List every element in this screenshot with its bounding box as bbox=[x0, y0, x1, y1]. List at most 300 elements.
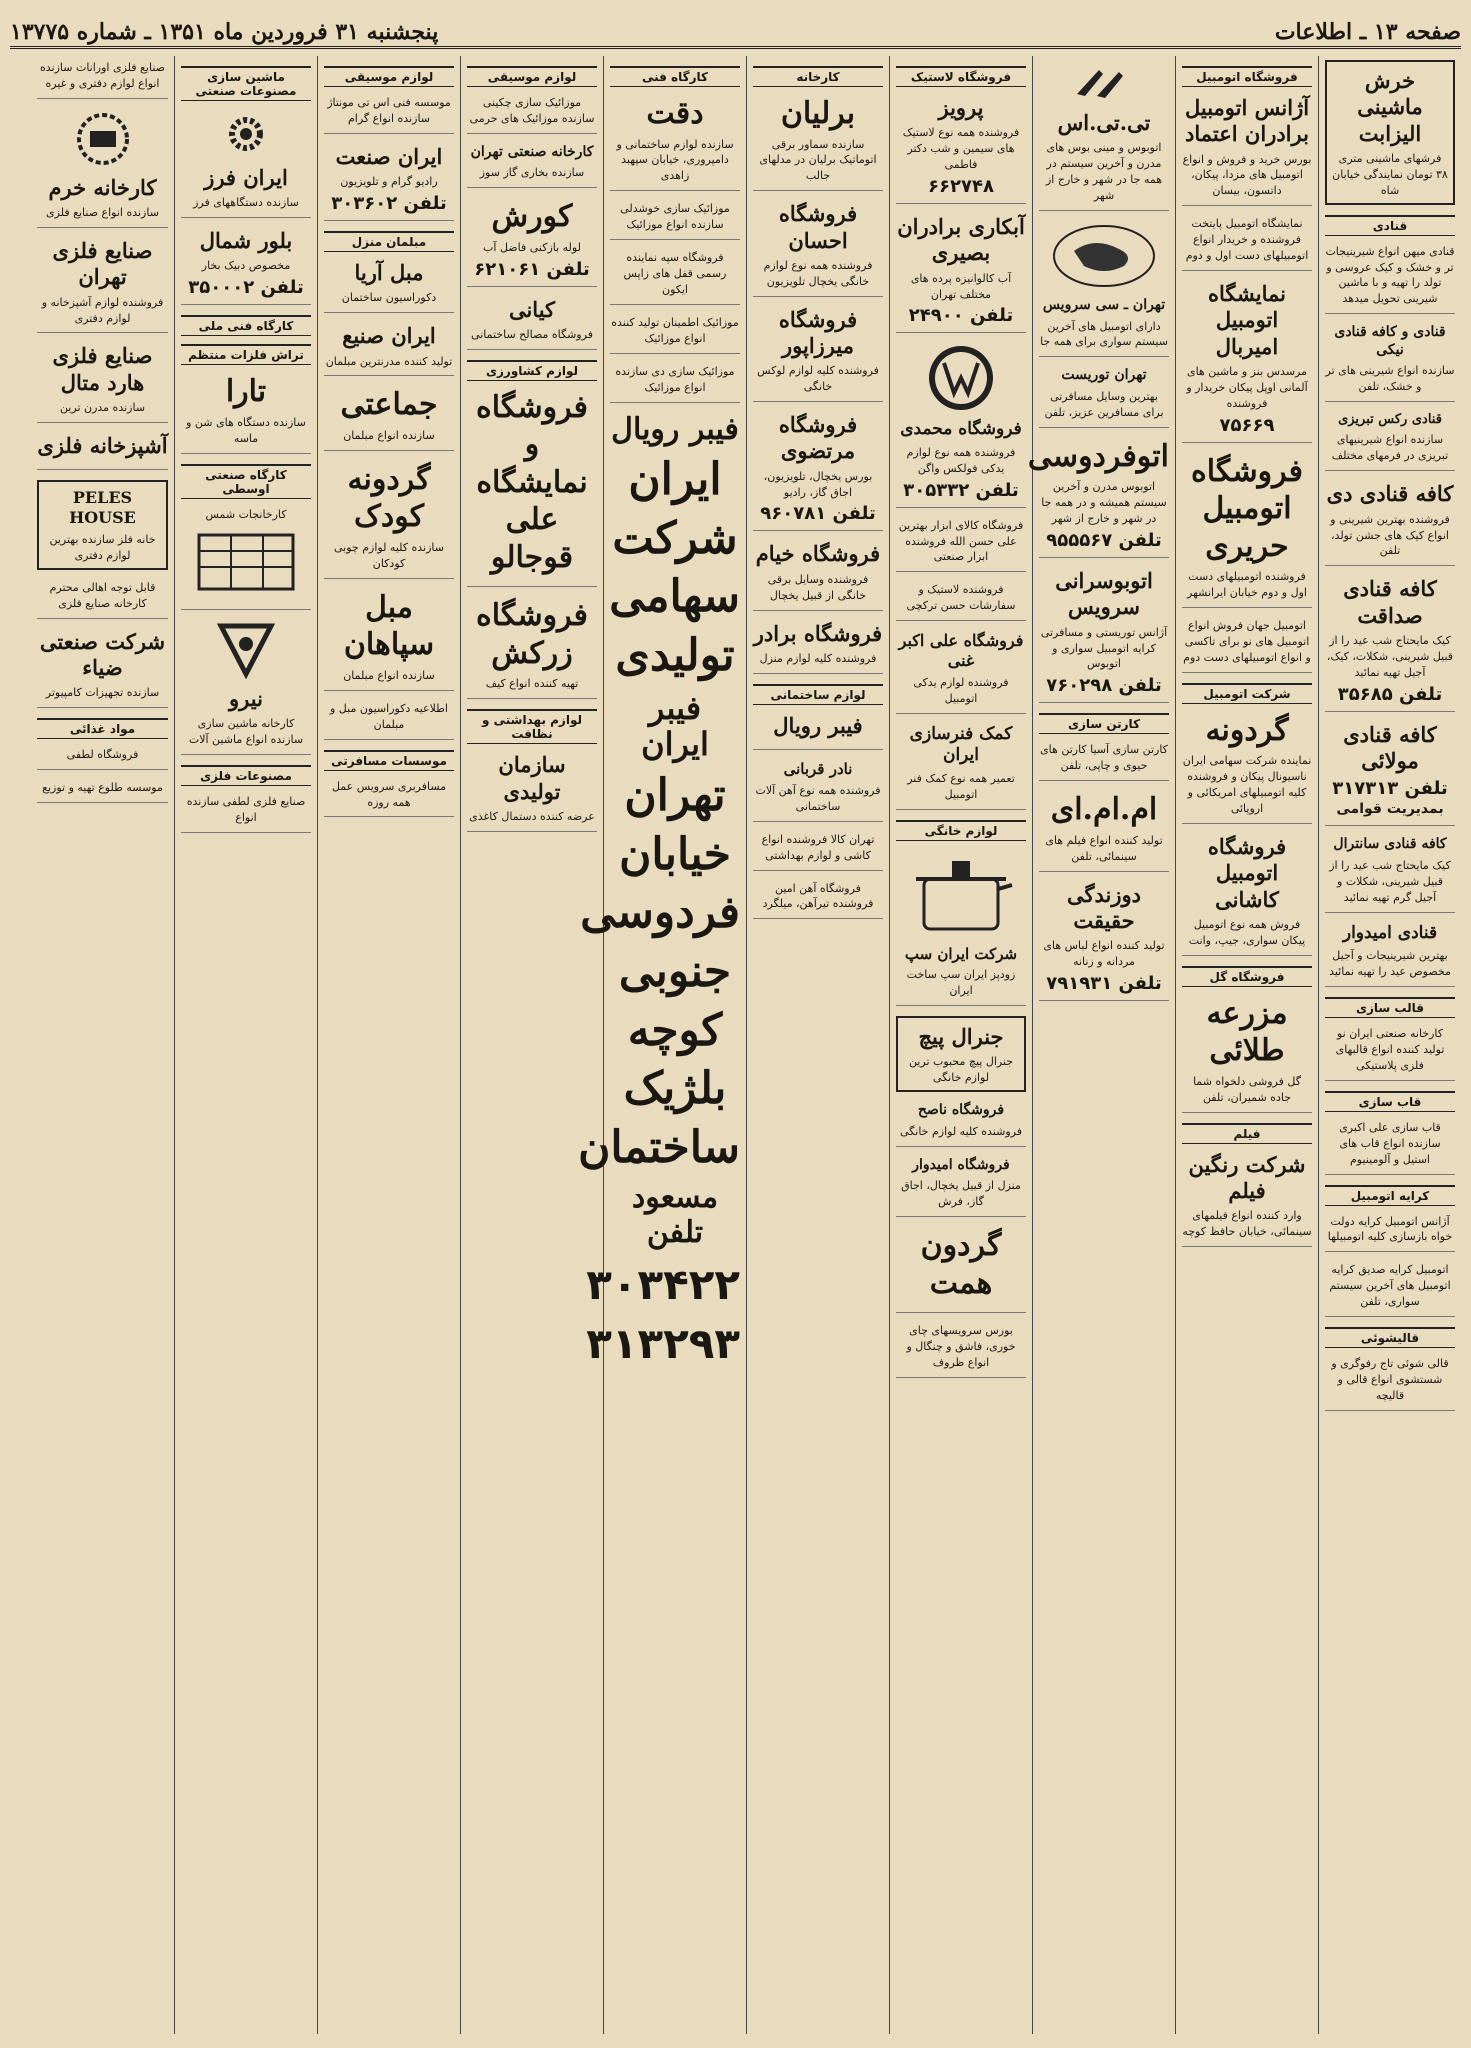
ad-name: اتوفردوسی bbox=[1027, 438, 1169, 474]
ad-text: مسافربری سرویس عمل همه روزه bbox=[331, 779, 447, 809]
ad-name: جماعتی bbox=[340, 387, 438, 423]
ad-ehsan bbox=[753, 201, 883, 296]
ad-text: تولید کننده انواع لباس های مردانه و زنانه bbox=[1043, 939, 1165, 969]
volkswagen-logo-icon bbox=[926, 343, 996, 413]
ad-text: فروشگاه آهن امین فروشنده تیرآهن، میلگرد bbox=[762, 881, 874, 911]
ad-zia bbox=[37, 629, 168, 708]
category-heading: لوازم کشاورزی bbox=[467, 360, 597, 381]
big-ad-line: تولیدی bbox=[615, 630, 735, 682]
ad-name: فروشگاه زرکش bbox=[476, 598, 588, 671]
ad-name: ایران صنیع bbox=[342, 323, 436, 349]
category-heading: مبلمان منزل bbox=[324, 231, 454, 252]
ad-name: کارخانه خرم bbox=[48, 174, 157, 200]
category-heading: ماشین سازی مصنوعات صنعتی bbox=[181, 66, 311, 101]
ad-name: کافه قنادی مولائی bbox=[1343, 721, 1437, 773]
ad-name: سازمان تولیدی bbox=[498, 752, 566, 804]
map-logo-icon bbox=[1049, 221, 1159, 291]
big-ad-phone: ۳۰۳۴۲۲ bbox=[586, 1260, 740, 1310]
ad-chekini bbox=[467, 95, 597, 134]
ad-text: سازنده بخاری گاز سوز bbox=[479, 166, 585, 180]
ad-carpet-wash bbox=[1325, 1356, 1455, 1411]
ad-name: فروشگاه امیدوار bbox=[912, 1156, 1010, 1173]
ad-name: PELES HOUSE bbox=[69, 488, 136, 528]
ad-autobus-service bbox=[1039, 568, 1169, 703]
ad-text: فروشگاه لطفی bbox=[66, 748, 139, 762]
ad-etminan bbox=[610, 315, 740, 354]
ad-name: ایران فرز bbox=[204, 165, 288, 190]
ad-name: مبل آریا bbox=[354, 260, 424, 286]
ad-phone: تلفن ۳۰۵۳۳۲ bbox=[903, 479, 1019, 501]
ad-text: قنادی میهن انواع شیرینیجات تر و خشک و کیک عروسی و تولد را تهیه و با ماشین شیرینی تحویل میدهد bbox=[1325, 244, 1455, 306]
ad-tts bbox=[1039, 64, 1169, 211]
ad-text: سازنده لوازم ساختمانی و دامپروری، خیابان سپهبد زاهدی bbox=[616, 137, 734, 183]
big-ad-line: بلژیک bbox=[623, 1063, 727, 1115]
ad-name: پرویز bbox=[938, 95, 984, 120]
ad-rex bbox=[1325, 412, 1455, 471]
ad-text: تعمیر همه نوع کمک فنر اتومبیل bbox=[907, 771, 1015, 801]
ad-st-montage bbox=[324, 95, 454, 134]
ad-text: اطلاعیه دکوراسیون مبل و مبلمان bbox=[330, 701, 448, 731]
ad-name: فروشگاه ناصح bbox=[917, 1102, 1005, 1119]
ad-text: اتومبیل جهان فروش انواع اتومبیل های نو برای تاکسی و انواع اتومبیلهای دست دوم bbox=[1183, 619, 1311, 664]
ad-amin-steel bbox=[753, 881, 883, 920]
ad-text: نمایشگاه اتومبیل پایتخت فروشنده و خریدار انواع اتومبیلهای دست اول و دوم bbox=[1185, 217, 1309, 263]
ad-name: فروشگاه اتومبیل حریری bbox=[1191, 453, 1303, 564]
ad-text: سازنده انواع مبلمان bbox=[343, 668, 435, 682]
category-heading: فیلم bbox=[1182, 1123, 1312, 1144]
column-7 bbox=[460, 56, 603, 2034]
ad-iran-sap bbox=[896, 849, 1026, 1007]
ad-name: مزرعه طلائی bbox=[1206, 995, 1288, 1069]
ad-khorram bbox=[37, 109, 168, 228]
ad-talaei-farm bbox=[1182, 995, 1312, 1113]
refrigerator-display-icon bbox=[191, 527, 301, 597]
category-heading: کارگاه فنی bbox=[610, 66, 740, 87]
category-heading: کرایه اتومبیل bbox=[1325, 1185, 1455, 1206]
category-heading: قالب سازی bbox=[1325, 997, 1455, 1018]
ad-name: فروشگاه میرزاپور bbox=[778, 306, 858, 358]
ad-elizabeth-carpet bbox=[1325, 60, 1455, 205]
ad-name: گردون همت bbox=[920, 1228, 1002, 1301]
ad-name: نمایشگاه اتومبیل امیربال bbox=[1208, 281, 1286, 359]
ad-travel-service bbox=[324, 779, 454, 818]
gear-logo-icon bbox=[201, 109, 291, 159]
ad-tire-order bbox=[896, 582, 1026, 621]
ad-text: خانه فلز سازنده بهترین لوازم دفتری bbox=[49, 533, 156, 563]
ad-text: موزائیک اطمینان تولید کننده انواع موزائیک bbox=[611, 316, 739, 345]
big-ad-line: سهامی bbox=[609, 571, 740, 623]
category-heading: قالیشوئی bbox=[1325, 1327, 1455, 1348]
issue-date: پنجشنبه ۳۱ فروردین ماه ۱۳۵۱ ـ شماره ۱۳۷۷۵ bbox=[10, 19, 439, 45]
ad-sedaghat bbox=[1325, 576, 1455, 711]
ad-name: صنایع فلزی تهران bbox=[52, 238, 153, 290]
ad-amirbal bbox=[1182, 281, 1312, 443]
ad-manager: بمدیریت قوامی bbox=[1336, 801, 1444, 818]
category-heading: موسسات مسافرتی bbox=[324, 750, 454, 771]
category-heading: لوازم ساختمانی bbox=[753, 684, 883, 705]
category-heading: کارگاه صنعتی اوسطی bbox=[181, 464, 311, 499]
ad-sepahan bbox=[324, 589, 454, 691]
ad-name: دوزندگی حقیقت bbox=[1066, 881, 1141, 933]
ad-omidvar-pastry bbox=[1325, 923, 1455, 987]
ad-text: اتوبوس و مینی بوس های مدرن و آخرین سیستم در همه جا در شهر و خارج از شهر bbox=[1046, 141, 1162, 203]
ad-name: فروشگاه احسان bbox=[778, 201, 858, 253]
ad-name: فروشگاه مرتضوی bbox=[778, 412, 858, 464]
ad-text: آژانس توریستی و مسافرتی کرایه اتومبیل سواری و اتوبوس bbox=[1040, 625, 1168, 671]
ad-jamaati bbox=[324, 386, 454, 450]
big-ad-line: خیابان bbox=[619, 828, 731, 880]
ad-text: فروشنده همه نوع آهن آلات ساختمانی bbox=[755, 783, 881, 813]
ad-text: قالی شوئی تاج رفوگری و شستشوی انواع قالی و قالیچه bbox=[1331, 1357, 1449, 1403]
ad-name: تهران توریست bbox=[1061, 367, 1147, 384]
ad-name: تی.تی.اس bbox=[1057, 110, 1151, 135]
ad-mihan bbox=[1325, 244, 1455, 315]
ad-iran-no bbox=[1325, 1026, 1455, 1081]
ad-iran-sanat bbox=[324, 144, 454, 221]
ad-name: جنرال پیچ bbox=[918, 1024, 1004, 1050]
ad-etemad bbox=[1182, 95, 1312, 206]
ad-text: بهترین شیرینیجات و آجیل مخصوص عید را تهیه نمائید bbox=[1329, 949, 1451, 978]
ad-text: بهترین وسایل مسافرتی برای مسافرین عزیز، تلفن bbox=[1044, 389, 1164, 419]
ad-tehran-kala bbox=[753, 832, 883, 871]
ad-text: قابل توجه اهالی محترم کارخانه صنایع فلزی bbox=[49, 581, 156, 610]
ad-text: فروشنده اتومبیلهای دست اول و دوم خیابان ایرانشهر bbox=[1187, 570, 1307, 600]
ad-ghojalou bbox=[467, 389, 597, 588]
category-heading: فروشگاه گل bbox=[1182, 966, 1312, 987]
ad-kiani bbox=[467, 297, 597, 350]
ad-name: کورش bbox=[491, 199, 573, 235]
ad-deghat bbox=[610, 95, 740, 191]
ad-name: فروشگاه محمدی bbox=[900, 419, 1022, 440]
ad-name: قنادی امیدوار bbox=[1342, 922, 1438, 943]
ad-name: ام.ام.ای bbox=[1050, 792, 1158, 828]
ad-gardooneh bbox=[1182, 712, 1312, 824]
ad-name: فیبر رویال bbox=[773, 712, 863, 738]
category-heading: مصنوعات فلزی bbox=[181, 765, 311, 786]
ad-baradar bbox=[753, 621, 883, 674]
big-ad-line: ایران bbox=[628, 454, 722, 506]
ad-name: گردونه کودک bbox=[347, 461, 431, 535]
ad-text: دکوراسیون ساختمان bbox=[341, 291, 437, 305]
ad-text: موزائیک سازی چکینی سازنده موزائیک های حرمی bbox=[469, 96, 595, 125]
category-heading: کارگاه فنی ملی bbox=[181, 315, 311, 336]
ad-text: فروشگاه سپه نماینده رسمی قفل های زاپس ایکون bbox=[623, 251, 727, 297]
ad-lotfi-store bbox=[37, 747, 168, 770]
ad-text: صنایع فلزی لطفی سازنده انواع bbox=[186, 794, 306, 824]
ad-gardooneh-koodak bbox=[324, 461, 454, 579]
ad-text: فروشنده کلیه لوازم خانگی bbox=[900, 1124, 1022, 1138]
ad-mohammadi bbox=[896, 343, 1026, 507]
ad-omidvar-store bbox=[896, 1157, 1026, 1217]
big-ad-line: فیبر رویال bbox=[611, 411, 739, 447]
ad-phone: تلفن ۷۹۱۹۳۱ bbox=[1046, 973, 1162, 994]
ad-tehran-see-service bbox=[1039, 221, 1169, 357]
ad-kourosh bbox=[467, 198, 597, 286]
ad-text: فروشنده لاستیک و سفارشات حسن ترکچی bbox=[906, 583, 1016, 613]
ad-phone: تلفن ۹۵۵۵۶۷ bbox=[1046, 530, 1162, 552]
ad-text: لوله بازکنی فاضل آب bbox=[483, 240, 581, 254]
ad-phone: تلفن ۳۵۶۸۵ bbox=[1337, 683, 1443, 705]
ad-nader bbox=[753, 760, 883, 822]
page-header bbox=[10, 18, 1461, 49]
ad-text: فروشگاه کالای ابزار بهترین علی حسن الله فروشنده ابزار صنعتی bbox=[898, 518, 1024, 564]
ad-phone: تلفن ۶۲۱۰۶۱ bbox=[474, 258, 590, 280]
ad-text: سازنده سماور برقی اتوماتیک برلیان در مدلهای جالب bbox=[759, 137, 877, 183]
ad-name: آبکاری برادران بصیری bbox=[897, 214, 1025, 266]
ad-oranat bbox=[37, 60, 168, 99]
ad-text: موزائیک سازی دی سازنده انواع موزائیک bbox=[615, 364, 735, 394]
ad-text: کیک مایحتاج شب عید را از قبیل شیرینی، شکلات، کیک، آجیل تهیه نمائید bbox=[1326, 633, 1454, 679]
category-heading: شرکت اتومبیل bbox=[1182, 683, 1312, 704]
column-10 bbox=[31, 56, 174, 2034]
ad-name: اتوبوسرانی سرویس bbox=[1055, 568, 1153, 620]
ad-tolidi bbox=[467, 752, 597, 831]
ad-text: مرسدس بنز و ماشین های آلمانی اوپل پیکان خریدار و فروشنده bbox=[1186, 364, 1308, 410]
ad-phone: تلفن ۷۶۰۲۹۸ bbox=[1046, 675, 1162, 697]
ad-text: نماینده شرکت سهامی ایران ناسیونال پیکان و فروشنده کلیه اتومبیلهای امریکائی و اروپائی bbox=[1182, 754, 1312, 816]
ad-text: اتوبوس مدرن و آخرین سیستم همیشه و در همه جا در شهر و خارج از شهر bbox=[1041, 480, 1167, 526]
ad-text: دارای اتومبیل های آخرین سیستم سواری برای همه جا bbox=[1040, 319, 1168, 349]
ad-text: گل فروشی دلخواه شما جاده شمیران، تلفن bbox=[1193, 1074, 1301, 1104]
ad-name: ایران صنعت bbox=[335, 143, 443, 169]
column-3 bbox=[1027, 56, 1175, 2034]
category-heading: قاب سازی bbox=[1325, 1091, 1455, 1112]
ad-text: صنایع فلزی اورانات سازنده انواع لوازم دفتری و غیره bbox=[40, 61, 165, 90]
ad-text: تولید کننده انواع فیلم های سینمائی، تلفن bbox=[1045, 833, 1163, 863]
ad-name: برلیان bbox=[780, 96, 856, 131]
ad-name: نیرو bbox=[229, 685, 263, 711]
ad-tehran-metal bbox=[37, 238, 168, 333]
ad-name: آژانس اتومبیل برادران اعتماد bbox=[1184, 95, 1310, 147]
ad-naseh bbox=[896, 1102, 1026, 1146]
ad-name: شرکت صنعتی ضیاء bbox=[39, 628, 166, 681]
ad-text: جنرال پیچ محبوب ترین لوازم خانگی bbox=[908, 1055, 1014, 1085]
ad-autoferdowsi bbox=[1027, 438, 1169, 558]
ad-iran-sanie bbox=[324, 323, 454, 376]
column-4 bbox=[889, 56, 1032, 2034]
category-heading: کارتن سازی bbox=[1039, 713, 1169, 734]
big-ad-line: کوچه bbox=[627, 1004, 723, 1056]
ad-bolour-shomal bbox=[181, 228, 311, 305]
ad-tara bbox=[181, 373, 311, 453]
ad-text: فروشگاه مصالح ساختمانی bbox=[471, 328, 593, 341]
ad-peles-house bbox=[37, 480, 168, 570]
ad-text: سازنده تجهیزات کامپیوتر bbox=[45, 686, 160, 700]
ad-text: فروشنده بهترین شیرینی و انواع کیک های جشن تولد، تلفن bbox=[1330, 512, 1450, 558]
ad-text: بورس یخچال، تلویزیون، اجاق گاز، رادیو bbox=[763, 469, 873, 499]
ad-hariri bbox=[1182, 453, 1312, 608]
ad-khayyam bbox=[753, 541, 883, 610]
big-ad-line: فیبر ایران bbox=[641, 688, 709, 764]
ad-text: کیک مایحتاج شب عید را از قبیل شیرینی، شکلات و آجیل گرم تهیه نمائید bbox=[1329, 858, 1451, 904]
ad-ghani bbox=[896, 631, 1026, 714]
ad-text: کارخانه ماشین سازی سازنده انواع ماشین آلات bbox=[188, 716, 304, 746]
category-heading: لوازم موسیقی bbox=[324, 66, 454, 87]
ad-name: تارا bbox=[225, 374, 267, 410]
ad-text: فروشنده همه نوع لوازم خانگی یخچال تلویزیون bbox=[763, 258, 873, 288]
ad-name: تهران ـ سی سرویس bbox=[1042, 297, 1166, 313]
big-ad-phone: ۳۱۳۲۹۳ bbox=[586, 1319, 740, 1369]
ad-name: فروشگاه علی اکبر غنی bbox=[898, 631, 1024, 671]
pressure-cooker-icon bbox=[906, 849, 1016, 939]
ad-mosaic-dey bbox=[610, 364, 740, 403]
ad-text: سازنده مدرن ترین bbox=[59, 400, 146, 414]
ad-text: وارد کننده انواع فیلمهای سینمائی، خیابان حافظ کوچه bbox=[1182, 1209, 1312, 1239]
category-heading: فروشگاه اتومبیل bbox=[1182, 66, 1312, 87]
ad-haghighat bbox=[1039, 882, 1169, 1001]
ad-text: بورس سرویسهای چای خوری، فاشق و چنگال و انواع ظروف bbox=[906, 1324, 1016, 1369]
ad-phone: ۶۶۲۷۴۸ bbox=[928, 176, 994, 198]
ad-tehran-tourist bbox=[1039, 367, 1169, 427]
ad-asia-carton bbox=[1039, 742, 1169, 781]
ad-lotfi-metal bbox=[181, 794, 311, 833]
ad-name: فروشگاه برادر bbox=[753, 620, 883, 646]
ad-mma bbox=[1039, 791, 1169, 871]
ad-name: خرش ماشینی الیزابت bbox=[1357, 68, 1423, 146]
niroo-logo-icon bbox=[211, 620, 281, 680]
ad-name: شرکت رنگین فیلم bbox=[1188, 1151, 1306, 1203]
ad-text: اتومبیل کرایه صدیق کرایه اتومبیل های آخرین سیستم سواری، تلفن bbox=[1329, 1263, 1451, 1309]
ad-text: فروشنده همه نوع لاستیک های سیمین و شب دکتر فاطمی bbox=[902, 126, 1020, 172]
ad-shock-absorber bbox=[896, 724, 1026, 809]
ad-name: بلور شمال bbox=[199, 228, 293, 254]
ad-text: رادیو گرام و تلویزیون bbox=[340, 175, 438, 189]
ad-phone: تلفن ۳۱۷۳۱۳ bbox=[1332, 778, 1448, 800]
ad-decoration bbox=[324, 701, 454, 740]
ad-name: کافه قنادی صداقت bbox=[1343, 576, 1437, 628]
category-heading: تراش فلزات منتظم bbox=[181, 344, 311, 365]
ad-parviz bbox=[896, 95, 1026, 204]
ad-iran-freze bbox=[181, 109, 311, 218]
ad-niki bbox=[1325, 324, 1455, 402]
ad-rangin-film bbox=[1182, 1152, 1312, 1247]
ad-notice bbox=[37, 580, 168, 619]
ad-name: کارخانه صنعتی تهران bbox=[470, 143, 594, 160]
ad-text: زودپز ایران سپ ساخت ایران bbox=[906, 968, 1016, 998]
ad-name: کیانی bbox=[508, 296, 556, 322]
ad-text: کارخانه صنعتی ایران نو تولید کننده انواع قالبهای فلزی پلاستیکی bbox=[1335, 1026, 1445, 1072]
ad-zarkesh bbox=[467, 597, 597, 699]
ad-sanati-tehran bbox=[467, 144, 597, 188]
ad-text: فرشهای ماشینی متری ۳۸ تومان نمایندگی خیابان شاه bbox=[1332, 151, 1448, 197]
ad-text: موزائیک سازی خوشدلی سازنده انواع موزائیک bbox=[620, 202, 730, 232]
ad-basiri bbox=[896, 214, 1026, 333]
tts-logo-icon bbox=[1069, 64, 1139, 104]
big-ad-line: ساختمان bbox=[578, 1121, 740, 1173]
column-6 bbox=[578, 56, 746, 2034]
ad-niroo bbox=[181, 620, 311, 755]
ad-text: سازنده کلیه لوازم چوبی کودکان bbox=[334, 540, 444, 570]
ad-name: فروشگاه خیام bbox=[755, 541, 881, 567]
ad-text: سازنده انواع شیرینی های تر و خشک، تلفن bbox=[1325, 364, 1455, 394]
ad-name: کافه قنادی سانترال bbox=[1333, 836, 1447, 853]
ad-name: فروشگاه و نمایشگاه علی قوجالو bbox=[476, 389, 588, 575]
ad-name: دقت bbox=[646, 96, 704, 131]
ad-text: تهران کالا فروشنده انواع کاشی و لوازم بهداشتی bbox=[761, 832, 875, 862]
fiber-iran-big-ad bbox=[578, 411, 740, 1369]
category-heading: کارخانه bbox=[753, 66, 883, 87]
ad-name: شرکت ایران سپ bbox=[904, 944, 1018, 963]
ad-name: کافه قنادی دی bbox=[1326, 481, 1454, 507]
ad-text: سازنده انواع صنایع فلزی bbox=[46, 206, 159, 220]
ad-text: منزل از قبیل یخچال، اجاق گاز، فرش bbox=[901, 1179, 1021, 1209]
column-1 bbox=[1318, 56, 1461, 2034]
ad-text: عرضه کننده دستمال کاغذی bbox=[469, 809, 595, 823]
big-ad-line: فردوسی bbox=[580, 887, 740, 939]
ad-name: مبل سپاهان bbox=[343, 589, 435, 663]
ad-shams bbox=[181, 507, 311, 610]
ad-text: آب کالوانیزه پرده های مختلف تهران bbox=[910, 271, 1012, 301]
ad-text: سازنده دستگاههای فرز bbox=[193, 196, 299, 210]
ad-text: قاب سازی علی اکبری سازنده انواع قاب های استیل و آلومینیوم bbox=[1339, 1120, 1441, 1166]
ad-text: تولید کننده مدرنترین مبلمان bbox=[325, 354, 453, 368]
ad-berlian bbox=[753, 95, 883, 191]
big-ad-line: مسعود تلفن bbox=[631, 1180, 719, 1250]
ad-name: آشپزخانه فلزی bbox=[37, 432, 168, 458]
ad-text: فروشنده کلیه لوازم منزل bbox=[759, 651, 877, 665]
ad-name: قنادی و کافه قنادی نیکی bbox=[1334, 324, 1446, 358]
ad-mortazavi bbox=[753, 412, 883, 531]
ad-text: فروشنده همه نوع لوازم یدکی فولکس واگن bbox=[906, 445, 1016, 475]
big-ad-line: جنوبی bbox=[618, 946, 732, 997]
ad-abzar bbox=[896, 518, 1026, 573]
ad-gardoon-hemmat bbox=[896, 1227, 1026, 1313]
ad-text: مخصوص دبیک بخار bbox=[201, 259, 291, 273]
ad-cafe-dey bbox=[1325, 481, 1455, 566]
category-heading: لوازم موسیقی bbox=[467, 66, 597, 87]
ad-hard-metal bbox=[37, 343, 168, 422]
page-title: صفحه ۱۳ ـ اطلاعات bbox=[1274, 19, 1461, 45]
ad-car-rental-1 bbox=[1325, 1214, 1455, 1253]
ad-fiber-royal-small bbox=[753, 713, 883, 750]
ad-frame bbox=[1325, 1120, 1455, 1175]
ad-phone: تلفن ۹۶۰۷۸۱ bbox=[760, 503, 876, 525]
ad-text: فروشنده وسایل برقی خانگی از قبیل یخچال bbox=[767, 572, 869, 602]
ad-text: فروشنده لوازم آشپزخانه و لوازم دفتری bbox=[41, 295, 164, 325]
category-heading: لوازم خانگی bbox=[896, 820, 1026, 841]
big-ad-line: تهران bbox=[624, 770, 726, 822]
ad-mirzapour bbox=[753, 307, 883, 402]
ad-name: فروشگاه اتومبیل کاشانی bbox=[1207, 834, 1287, 912]
big-ad-line: شرکت bbox=[612, 512, 738, 564]
ad-mobl-aria bbox=[324, 260, 454, 313]
ad-name: صنایع فلزی هارد متال bbox=[52, 343, 153, 395]
classifieds-columns bbox=[10, 56, 1461, 2034]
ad-molaei bbox=[1325, 722, 1455, 827]
column-9 bbox=[174, 56, 317, 2034]
column-8 bbox=[317, 56, 460, 2034]
ad-car-rental-2 bbox=[1325, 1262, 1455, 1317]
ad-name: قنادی رکس تبریزی bbox=[1338, 412, 1442, 428]
ad-text: کارخانجات شمس bbox=[205, 507, 287, 521]
ad-text: تهیه کننده انواع کیف bbox=[485, 677, 579, 691]
ad-tolou bbox=[37, 780, 168, 803]
ad-paytakht bbox=[1182, 216, 1312, 271]
ad-phone: تلفن ۲۴۹۰۰ bbox=[908, 305, 1014, 327]
ad-kitchen bbox=[37, 433, 168, 470]
category-heading: فروشگاه لاستیک bbox=[896, 66, 1026, 87]
ad-text: سازنده انواع مبلمان bbox=[343, 428, 435, 442]
ad-jahan bbox=[1182, 618, 1312, 673]
ad-text: موسسه طلوع تهیه و توزیع bbox=[42, 781, 163, 795]
ad-text: سازنده انواع شیرینیهای تبریزی در فرمهای مختلف bbox=[1331, 433, 1449, 463]
ad-tea-service bbox=[896, 1323, 1026, 1378]
ad-text: سازنده دستگاه های شن و ماسه bbox=[186, 415, 306, 445]
ad-text: فروش همه نوع اتومبیل پیکان سواری، جیپ، وانت bbox=[1188, 917, 1306, 947]
column-2 bbox=[1175, 56, 1318, 2034]
ad-text: آژانس اتومبیل کرایه دولت خواه بازسازی کلیه اتومبیلها bbox=[1327, 1214, 1453, 1244]
ad-kashani bbox=[1182, 834, 1312, 956]
